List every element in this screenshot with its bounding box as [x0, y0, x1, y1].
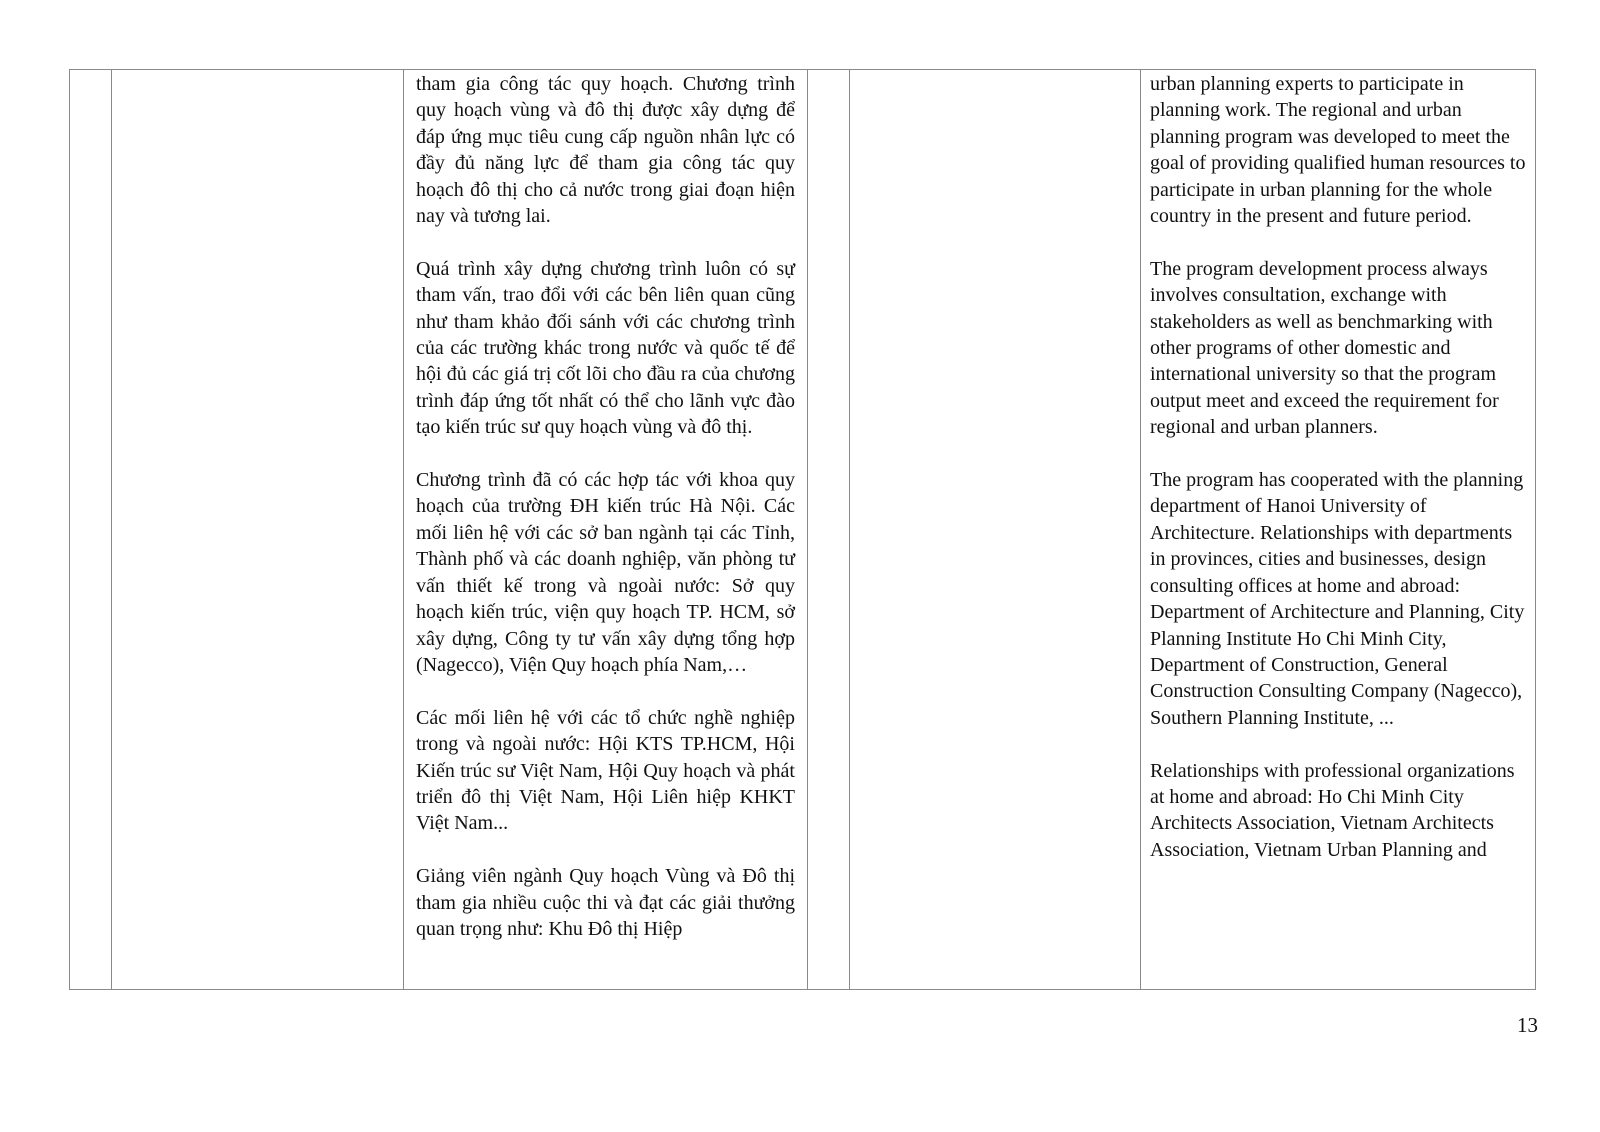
table-cell-content-vi — [404, 70, 808, 989]
table-cell-criterion-en — [850, 70, 1141, 989]
table-cell-index-en — [808, 70, 850, 989]
table-cell-criterion-vi — [112, 70, 404, 989]
vietnamese-paragraph-3: Chương trình đã có các hợp tác với khoa quy hoạch của trường ĐH kiến trúc Hà Nội. Các mối liên hệ với các sở ban ngành tại các Tỉnh, Thành phố và các doanh nghiệp, văn phòng tư vấn thiết kế trong và ngoài nước: Sở quy hoạch kiến trúc, viện quy hoạch TP. HCM, sở xây dựng, Công ty tư vấn xây dựng tổng hợp (Nagecco), Viện Quy hoạch phía Nam,… — [416, 469, 795, 676]
vietnamese-paragraph-1: tham gia công tác quy hoạch. Chương trình quy hoạch vùng và đô thị được xây dựng để đáp ứng mục tiêu cung cấp nguồn nhân lực có đầy đủ năng lực để tham gia công tác quy hoạch đô thị cho cả nước trong giai đoạn hiện nay và tương lai. — [416, 73, 795, 228]
vietnamese-paragraph-2: Quá trình xây dựng chương trình luôn có sự tham vấn, trao đổi với các bên liên quan cũng như tham khảo đối sánh với các chương trình của các trường khác trong nước và quốc tế để hội đủ các giá trị cốt lõi cho đầu ra của chương trình đáp ứng tốt nhất có thể cho lãnh vực đào tạo kiến trúc sư quy hoạch vùng và đô thị. — [416, 257, 795, 439]
english-paragraph-1: urban planning experts to participate in planning work. The regional and urban planning program was developed to meet the goal of providing qualified human resources to participate in urban planning for the whole country in the present and future period. — [1150, 73, 1526, 228]
page-number: 13 — [1517, 1013, 1538, 1037]
table-cell-content-en — [1141, 70, 1535, 989]
english-text-block — [1141, 71, 1535, 863]
english-paragraph-2: The program development process always involves consultation, exchange with stakeholders as well as benchmarking with other programs of other domestic and international university so that the program output meet and exceed the requirement for regional and urban planners. — [1150, 257, 1499, 439]
vietnamese-text-block — [404, 71, 807, 942]
english-paragraph-4: Relationships with professional organizations at home and abroad: Ho Chi Minh City Architects Association, Vietnam Architects Association, Vietnam Urban Planning and — [1150, 759, 1515, 861]
english-paragraph-3: The program has cooperated with the planning department of Hanoi University of Architecture. Relationships with departments in provinces, cities and businesses, design consulting offices at home and abroad: Department of Architecture and Planning, City Planning Institute Ho Chi Minh City, Department of Construction, General Construction Consulting Company (Nagecco), Southern Planning Institute, ... — [1150, 469, 1525, 729]
table-cell-index-vi — [70, 70, 112, 989]
vietnamese-paragraph-5: Giảng viên ngành Quy hoạch Vùng và Đô thị tham gia nhiều cuộc thi và đạt các giải thưởng quan trọng như: Khu Đô thị Hiệp — [416, 865, 795, 940]
bilingual-table — [69, 69, 1536, 990]
vietnamese-paragraph-4: Các mối liên hệ với các tổ chức nghề nghiệp trong và ngoài nước: Hội KTS TP.HCM, Hội Kiến trúc sư Việt Nam, Hội Quy hoạch và phát triển đô thị Việt Nam, Hội Liên hiệp KHKT Việt Nam... — [416, 706, 795, 835]
